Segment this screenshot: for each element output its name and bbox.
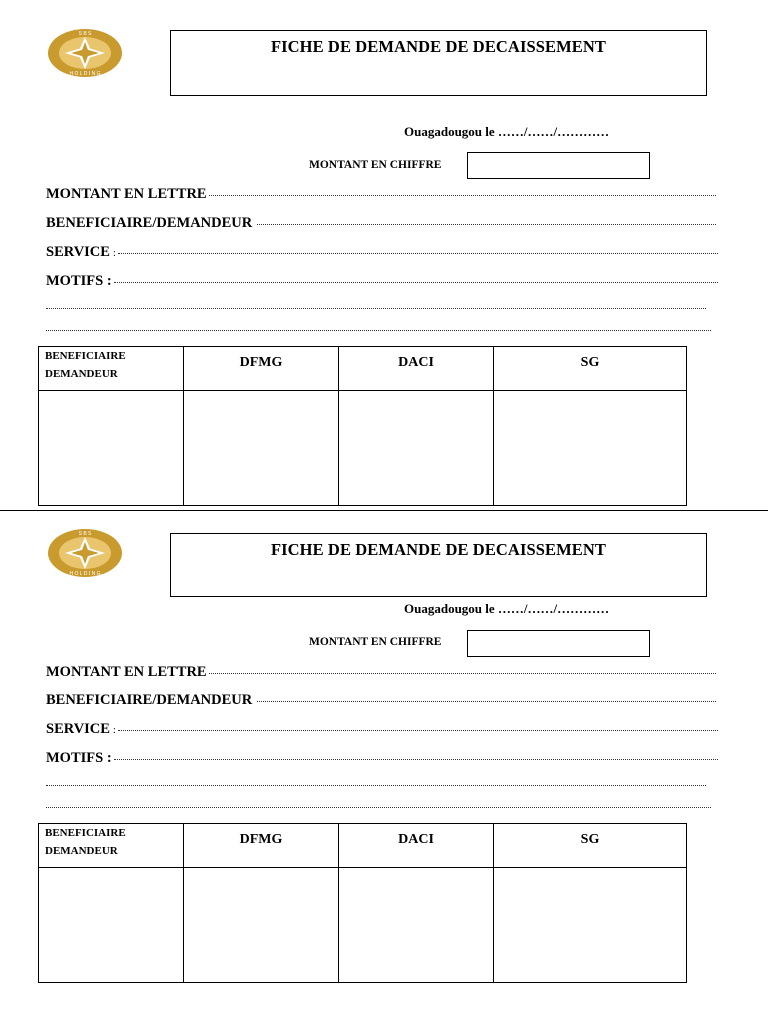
beneficiaire-signature-cell[interactable] [39, 868, 184, 983]
form-title: FICHE DE DEMANDE DE DECAISSEMENT [270, 540, 607, 559]
service-row[interactable] [46, 244, 718, 261]
header-line-1: BENEFICIAIRE [45, 827, 126, 839]
beneficiaire-demandeur-header [39, 824, 184, 868]
service-label: SERVICE [46, 244, 110, 260]
daci-header: DACI [339, 824, 494, 868]
header-line-2: DEMANDEUR [45, 845, 118, 857]
service-colon: : [112, 248, 116, 259]
date-line: Ouagadougou le ……/……/………… [404, 124, 610, 139]
sg-signature-cell[interactable] [494, 868, 687, 983]
service-line[interactable] [118, 730, 718, 731]
motifs-line[interactable] [114, 282, 718, 283]
header-line-1: BENEFICIAIRE [45, 350, 126, 362]
montant-lettre-row[interactable] [46, 186, 716, 203]
montant-lettre-line[interactable] [209, 195, 716, 196]
title-box [170, 30, 707, 96]
sg-header: SG [494, 824, 687, 868]
montant-lettre-label: MONTANT EN LETTRE [46, 664, 207, 680]
form-title: FICHE DE DEMANDE DE DECAISSEMENT [270, 37, 607, 56]
beneficiaire-line[interactable] [257, 224, 716, 225]
dfmg-signature-cell[interactable] [184, 868, 339, 983]
motifs-label: MOTIFS : [46, 750, 112, 766]
service-line[interactable] [118, 253, 718, 254]
svg-text:S B S: S B S [78, 31, 92, 37]
montant-lettre-row[interactable] [46, 664, 716, 681]
montant-chiffre-label: MONTANT EN CHIFFRE [309, 636, 442, 648]
montant-lettre-label: MONTANT EN LETTRE [46, 186, 207, 202]
dfmg-header: DFMG [184, 347, 339, 391]
service-colon: : [112, 725, 116, 736]
service-label: SERVICE [46, 721, 110, 737]
company-logo [47, 28, 123, 78]
svg-text:H O L D I N G: H O L D I N G [69, 571, 101, 577]
beneficiaire-label: BENEFICIAIRE/DEMANDEUR [46, 692, 253, 708]
header-line-2: DEMANDEUR [45, 368, 118, 380]
motifs-line-3[interactable] [46, 807, 711, 808]
daci-signature-cell[interactable] [339, 868, 494, 983]
beneficiaire-row[interactable] [46, 692, 716, 709]
montant-chiffre-field[interactable] [467, 630, 650, 657]
motifs-line[interactable] [114, 759, 718, 760]
service-row[interactable] [46, 721, 718, 738]
title-box [170, 533, 707, 597]
montant-lettre-line[interactable] [209, 673, 716, 674]
beneficiaire-demandeur-header [39, 347, 184, 391]
motifs-line-2[interactable] [46, 785, 706, 786]
beneficiaire-label: BENEFICIAIRE/DEMANDEUR [46, 215, 253, 231]
svg-text:H O L D I N G: H O L D I N G [69, 71, 101, 77]
signature-table [38, 823, 687, 983]
date-line: Ouagadougou le ……/……/………… [404, 601, 610, 616]
motifs-label: MOTIFS : [46, 273, 112, 289]
montant-chiffre-field[interactable] [467, 152, 650, 179]
motifs-line-2[interactable] [46, 308, 706, 309]
motifs-row[interactable] [46, 273, 718, 290]
form-bottom [0, 478, 768, 968]
company-logo [47, 528, 123, 578]
motifs-line-3[interactable] [46, 330, 711, 331]
dfmg-header: DFMG [184, 824, 339, 868]
beneficiaire-line[interactable] [257, 701, 716, 702]
motifs-row[interactable] [46, 750, 718, 767]
montant-chiffre-label: MONTANT EN CHIFFRE [309, 159, 442, 171]
sg-header: SG [494, 347, 687, 391]
form-top [0, 0, 768, 490]
svg-text:S B S: S B S [78, 531, 92, 537]
daci-header: DACI [339, 347, 494, 391]
beneficiaire-row[interactable] [46, 215, 716, 232]
